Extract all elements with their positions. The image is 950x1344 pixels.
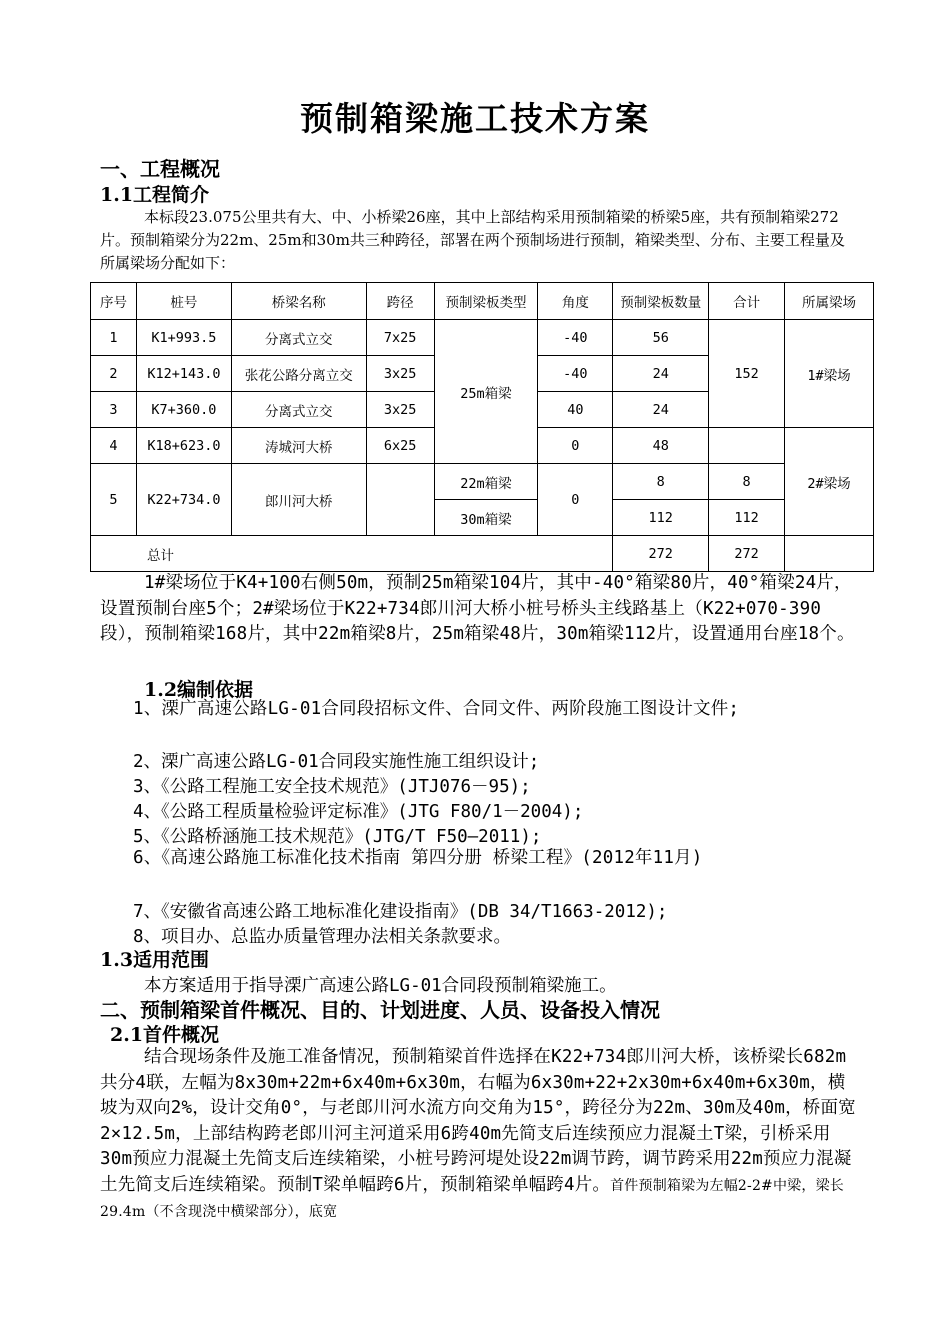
cell-span: 6x25 [366,428,434,464]
cell-type-22m: 22m箱梁 [434,464,538,500]
cell-sum: 112 [709,500,785,536]
first-piece-main: 结合现场条件及施工准备情况，预制箱梁首件选择在K22+734郎川河大桥，该桥梁长682m共分4联，左幅为8x30m+22m+6x40m+6x30m，右幅为6x30m+22+2x30m+6x40m+6x30m，横坡为双向2%，设计交角0°，与老郎川河水流方向交角为15°，跨径分为22m、30m及40m，桥面宽2×12.5m，上部结构跨老郎川河主河道采用6跨40m先简支后连续预应力混凝土T梁，引桥采用30m预应力混凝土先简支后连续箱梁，小桩号跨河堤处设22m调节跨，调节跨采用22m预应力混凝土先简支后连续箱梁。预制T梁单幅跨6片，预制箱梁单幅跨4片。 [100,1047,856,1195]
cell-span: 7x25 [366,320,434,356]
cell-yard1: 1#梁场 [785,320,874,428]
basis-item-4: 4、《公路工程质量检验评定标准》(JTG F80/1－2004); [133,802,584,822]
basis-item-5: 5、《公路桥涵施工技术规范》(JTG/T F50—2011); [133,827,542,847]
cell-sum-yard1: 152 [709,320,785,428]
cell-bridge-name: 分离式立交 [231,320,366,356]
table-row [91,320,874,356]
cell-angle: 0 [538,464,613,536]
section-heading-2: 二、预制箱梁首件概况、目的、计划进度、人员、设备投入情况 [100,998,660,1022]
basis-item-7: 7、《安徽省高速公路工地标准化建设指南》(DB 34/T1663-2012); [133,902,668,922]
cell-qty: 112 [613,500,709,536]
cell-total-sum: 272 [709,536,785,572]
cell-type-25m: 25m箱梁 [434,320,538,464]
header-cell: 桥梁名称 [231,283,366,320]
section-heading-1-3: 1.3适用范围 [100,949,210,971]
cell-bridge-name: 涛城河大桥 [231,428,366,464]
cell-yard2: 2#梁场 [785,428,874,536]
header-cell: 序号 [91,283,137,320]
cell-station: K7+360.0 [136,392,231,428]
header-cell: 合计 [709,283,785,320]
table-row [91,464,874,500]
cell-no: 5 [91,464,137,536]
intro-paragraph: 本标段23.075公里共有大、中、小桥梁26座，其中上部结构采用预制箱梁的桥梁5座，共有预制箱梁272片。预制箱梁分为22m、25m和30m共三种跨径，部署在两个预制场进行预制，箱梁类型、分布、主要工程量及所属梁场分配如下： [100,208,845,272]
basis-item-3: 3、《公路工程施工安全技术规范》(JTJ076－95); [133,777,531,797]
yard-paragraph: 1#梁场位于K4+100右侧50m，预制25m箱梁104片，其中-40°箱梁80片，40°箱梁24片，设置预制台座5个；2#梁场位于K22+734郎川河大桥小桩号桥头主线路基上（K22+070-390段），预制箱梁168片，其中22m箱梁8片，25m箱梁48片，30m箱梁112片，设置通用台座18个。 [100,573,855,644]
cell-bridge-name: 分离式立交 [231,392,366,428]
document-title: 预制箱梁施工技术方案 [300,99,650,138]
cell-qty: 8 [613,464,709,500]
cell-total-label: 总计 [91,536,613,572]
first-piece-paragraph [100,1045,860,1226]
header-cell: 所属梁场 [785,283,874,320]
cell-total-qty: 272 [613,536,709,572]
cell-no: 4 [91,428,137,464]
basis-item-2: 2、溧广高速公路LG-01合同段实施性施工组织设计; [133,752,540,772]
basis-item-6: 6、《高速公路施工标准化技术指南 第四分册 桥梁工程》(2012年11月) [133,848,703,868]
cell-angle: 0 [538,428,613,464]
scope-paragraph: 本方案适用于指导溧广高速公路LG-01合同段预制箱梁施工。 [144,976,617,996]
cell-bridge-name: 张花公路分离立交 [231,356,366,392]
cell-no: 3 [91,392,137,428]
cell-station: K12+143.0 [136,356,231,392]
bridge-table [90,282,874,572]
cell-sum: 8 [709,464,785,500]
header-cell: 预制梁板数量 [613,283,709,320]
cell-station: K22+734.0 [136,464,231,536]
header-cell: 角度 [538,283,613,320]
basis-item-8: 8、项目办、总监办质量管理办法相关条款要求。 [133,927,512,947]
header-cell: 桩号 [136,283,231,320]
cell-span: 3x25 [366,356,434,392]
cell-qty: 24 [613,356,709,392]
section-heading-2-1: 2.1首件概况 [110,1024,220,1046]
cell-bridge-name: 郎川河大桥 [231,464,366,536]
cell-angle: 40 [538,392,613,428]
cell-empty [785,536,874,572]
cell-no: 1 [91,320,137,356]
first-piece-tail: 首件预制箱梁为左幅2-2#中梁，梁长29.4m（不含现浇中横梁部分），底宽 [100,1177,844,1220]
cell-station: K18+623.0 [136,428,231,464]
table-total-row [91,536,874,572]
header-cell: 预制梁板类型 [434,283,538,320]
cell-sum-empty [709,428,785,464]
section-heading-1: 一、工程概况 [100,157,220,181]
cell-qty: 24 [613,392,709,428]
cell-span: 3x25 [366,392,434,428]
cell-qty: 56 [613,320,709,356]
cell-no: 2 [91,356,137,392]
table-header-row [91,283,874,320]
section-heading-1-2: 1.2编制依据 [144,679,254,701]
cell-station: K1+993.5 [136,320,231,356]
cell-angle: -40 [538,320,613,356]
cell-qty: 48 [613,428,709,464]
cell-angle: -40 [538,356,613,392]
cell-type-30m: 30m箱梁 [434,500,538,536]
basis-item-1: 1、溧广高速公路LG-01合同段招标文件、合同文件、两阶段施工图设计文件; [133,699,740,719]
header-cell: 跨径 [366,283,434,320]
section-heading-1-1: 1.1工程简介 [100,184,210,206]
cell-span-empty [366,464,434,536]
